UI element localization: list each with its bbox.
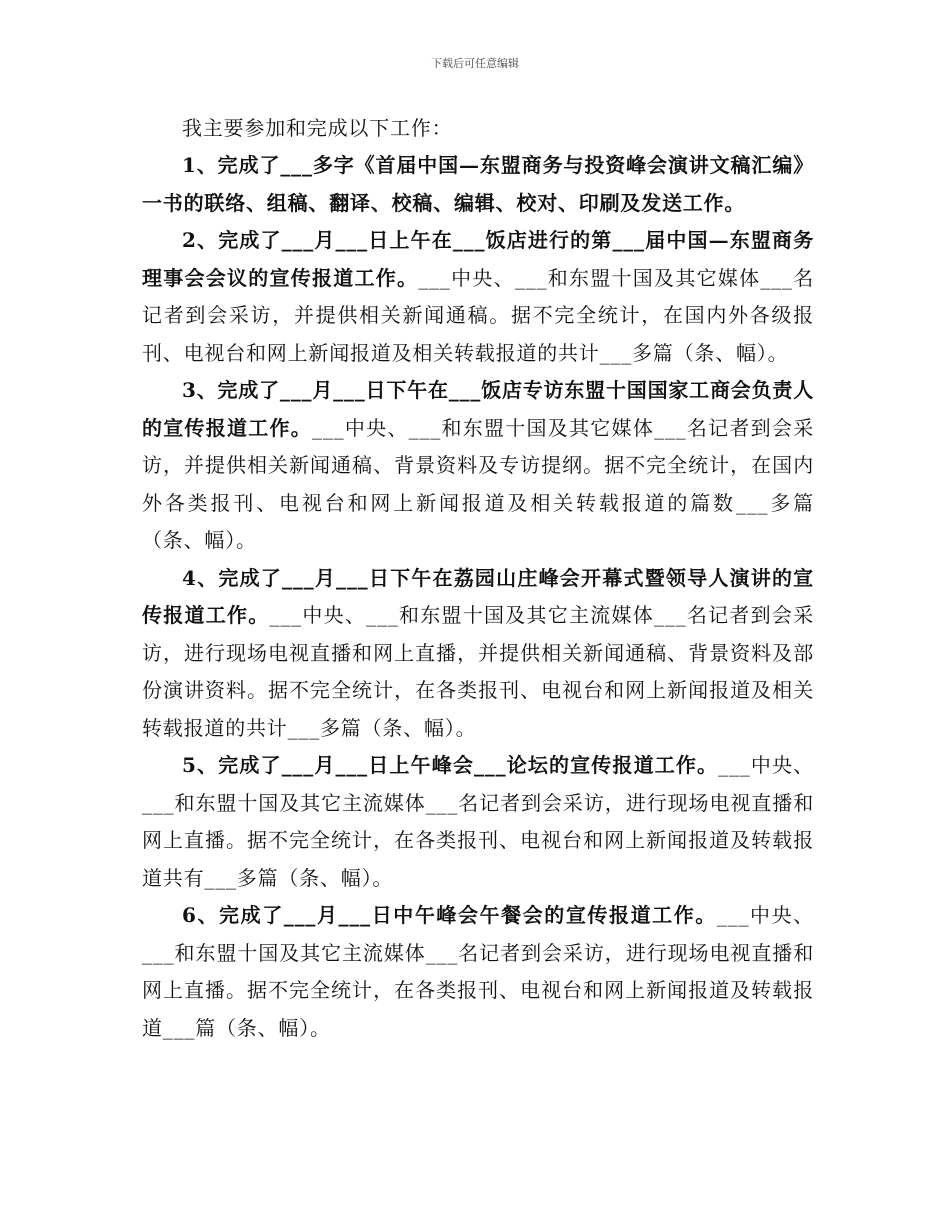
- document-body: [142, 110, 814, 1047]
- work-item-5-detail: ___中央、___和东盟十国及其它主流媒体___名记者到会采访，进行现场电视直播和网上直播。据不完全统计，在各类报刊、电视台和网上新闻报道及转载报道共有___多篇（条、幅）。: [142, 753, 814, 890]
- work-item-4: [142, 560, 814, 748]
- intro-paragraph: 我主要参加和完成以下工作：: [182, 116, 453, 140]
- work-item-2: [142, 222, 814, 372]
- work-item-1: [142, 147, 814, 222]
- work-item-3-detail: ___中央、___和东盟十国及其它媒体___名记者到会采访，并提供相关新闻通稿、背景资料及专访提纲。据不完全统计，在国内外各类报刊、电视台和网上新闻报道及相关转载报道的篇数___多篇（条、幅）。: [142, 415, 814, 552]
- work-item-2-heading: 2、完成了___月___日上午在___饭店进行的第___届中国—东盟商务理事会会议的宣传报道工作。: [142, 228, 814, 290]
- work-item-4-heading: 4、完成了___月___日下午在荔园山庄峰会开幕式暨领导人演讲的宣传报道工作。: [142, 565, 814, 627]
- work-item-2-detail: ___中央、___和东盟十国及其它媒体___名记者到会采访，并提供相关新闻通稿。据不完全统计，在国内外各级报刊、电视台和网上新闻报道及相关转载报道的共计___多篇（条、幅）。: [142, 265, 814, 365]
- work-item-3: [142, 372, 814, 560]
- work-item-5: [142, 747, 814, 897]
- work-item-5-heading: 5、完成了___月___日上午峰会___论坛的宣传报道工作。: [182, 753, 719, 777]
- work-item-3-heading: 3、完成了___月___日下午在___饭店专访东盟十国国家工商会负责人的宣传报道工作。: [142, 378, 814, 440]
- work-item-6-detail: ___中央、___和东盟十国及其它主流媒体___名记者到会采访，进行现场电视直播和网上直播。据不完全统计，在各类报刊、电视台和网上新闻报道及转载报道___篇（条、幅）。: [142, 903, 814, 1040]
- work-item-6-heading: 6、完成了___月___日中午峰会午餐会的宣传报道工作。: [182, 903, 717, 927]
- work-item-1-heading: 1、完成了___多字《首届中国—东盟商务与投资峰会演讲文稿汇编》一书的联络、组稿、翻译、校稿、编辑、校对、印刷及发送工作。: [142, 153, 814, 215]
- header-note: 下载后可任意编辑: [431, 57, 519, 70]
- work-item-6: [142, 897, 814, 1047]
- work-item-4-detail: ___中央、___和东盟十国及其它主流媒体___名记者到会采访，进行现场电视直播和网上直播，并提供相关新闻通稿、背景资料及部份演讲资料。据不完全统计，在各类报刊、电视台和网上新闻报道及相关转载报道的共计___多篇（条、幅）。: [142, 603, 814, 740]
